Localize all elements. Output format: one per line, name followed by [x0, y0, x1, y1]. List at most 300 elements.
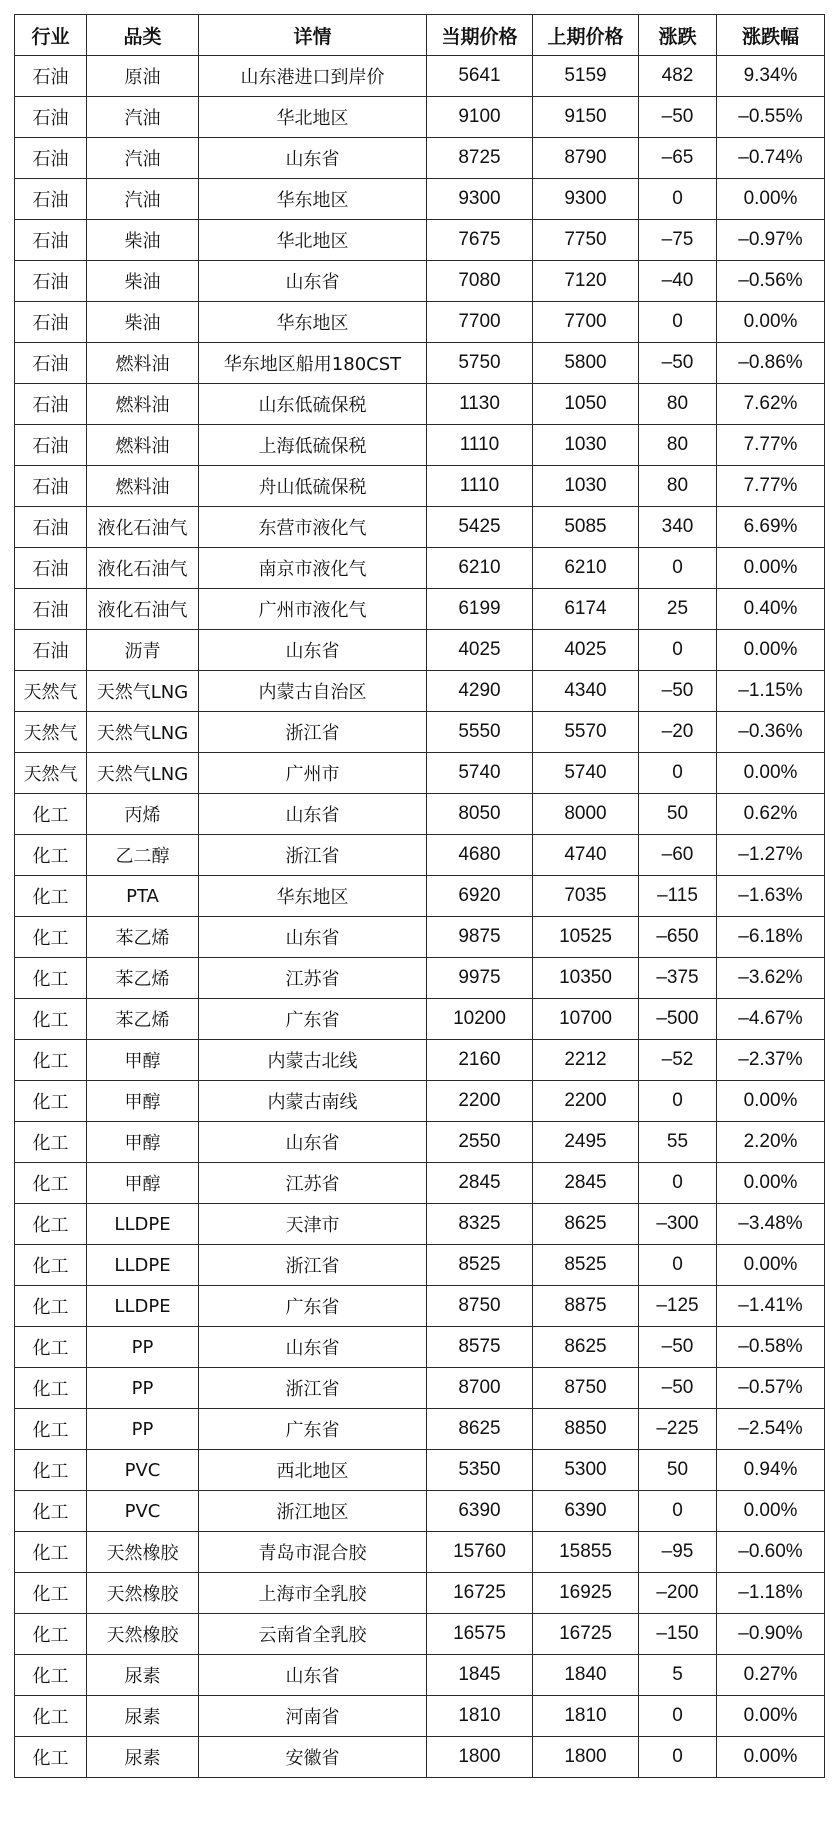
current-price-cell: 5350: [427, 1450, 533, 1491]
previous-price-cell: 1800: [533, 1737, 639, 1778]
detail-cell: 安徽省: [199, 1737, 427, 1778]
detail-cell: 山东省: [199, 1655, 427, 1696]
detail-cell: 青岛市混合胶: [199, 1532, 427, 1573]
change-cell: –95: [639, 1532, 717, 1573]
category-cell: PP: [87, 1327, 199, 1368]
change-cell: –115: [639, 876, 717, 917]
previous-price-cell: 4340: [533, 671, 639, 712]
current-price-cell: 9975: [427, 958, 533, 999]
detail-cell: 广州市液化气: [199, 589, 427, 630]
header-change-percent: 涨跌幅: [717, 15, 825, 56]
previous-price-cell: 9300: [533, 179, 639, 220]
industry-cell: 石油: [15, 261, 87, 302]
category-cell: 天然气LNG: [87, 753, 199, 794]
change-percent-cell: 0.00%: [717, 753, 825, 794]
change-cell: 80: [639, 425, 717, 466]
category-cell: 尿素: [87, 1737, 199, 1778]
table-row: [15, 1696, 825, 1737]
change-percent-cell: –0.58%: [717, 1327, 825, 1368]
detail-cell: 华东地区船用180CST: [199, 343, 427, 384]
detail-cell: 华北地区: [199, 97, 427, 138]
table-row: [15, 507, 825, 548]
change-cell: 5: [639, 1655, 717, 1696]
previous-price-cell: 16925: [533, 1573, 639, 1614]
change-cell: –225: [639, 1409, 717, 1450]
previous-price-cell: 8625: [533, 1204, 639, 1245]
change-cell: –50: [639, 1368, 717, 1409]
industry-cell: 化工: [15, 794, 87, 835]
header-detail: 详情: [199, 15, 427, 56]
current-price-cell: 4680: [427, 835, 533, 876]
detail-cell: 内蒙古南线: [199, 1081, 427, 1122]
industry-cell: 化工: [15, 1696, 87, 1737]
industry-cell: 化工: [15, 958, 87, 999]
change-percent-cell: 0.62%: [717, 794, 825, 835]
industry-cell: 石油: [15, 56, 87, 97]
change-cell: 482: [639, 56, 717, 97]
category-cell: LLDPE: [87, 1286, 199, 1327]
change-cell: 0: [639, 753, 717, 794]
detail-cell: 西北地区: [199, 1450, 427, 1491]
change-percent-cell: 0.94%: [717, 1450, 825, 1491]
category-cell: PP: [87, 1368, 199, 1409]
category-cell: 甲醇: [87, 1122, 199, 1163]
table-row: [15, 999, 825, 1040]
detail-cell: 山东港进口到岸价: [199, 56, 427, 97]
change-cell: –75: [639, 220, 717, 261]
current-price-cell: 6390: [427, 1491, 533, 1532]
detail-cell: 浙江地区: [199, 1491, 427, 1532]
category-cell: 液化石油气: [87, 548, 199, 589]
current-price-cell: 1845: [427, 1655, 533, 1696]
industry-cell: 石油: [15, 384, 87, 425]
table-row: [15, 794, 825, 835]
change-cell: –50: [639, 1327, 717, 1368]
industry-cell: 化工: [15, 835, 87, 876]
table-row: [15, 343, 825, 384]
change-percent-cell: 0.40%: [717, 589, 825, 630]
detail-cell: 云南省全乳胶: [199, 1614, 427, 1655]
previous-price-cell: 8625: [533, 1327, 639, 1368]
table-row: [15, 425, 825, 466]
change-percent-cell: –1.63%: [717, 876, 825, 917]
change-percent-cell: –6.18%: [717, 917, 825, 958]
detail-cell: 江苏省: [199, 958, 427, 999]
table-row: [15, 1614, 825, 1655]
category-cell: 液化石油气: [87, 507, 199, 548]
detail-cell: 山东省: [199, 794, 427, 835]
category-cell: 燃料油: [87, 343, 199, 384]
table-row: [15, 1532, 825, 1573]
category-cell: 甲醇: [87, 1040, 199, 1081]
change-cell: 80: [639, 384, 717, 425]
previous-price-cell: 7750: [533, 220, 639, 261]
change-percent-cell: –0.57%: [717, 1368, 825, 1409]
change-cell: –65: [639, 138, 717, 179]
category-cell: LLDPE: [87, 1204, 199, 1245]
industry-cell: 化工: [15, 1614, 87, 1655]
current-price-cell: 6210: [427, 548, 533, 589]
industry-cell: 石油: [15, 302, 87, 343]
category-cell: 天然气LNG: [87, 671, 199, 712]
category-cell: 天然橡胶: [87, 1573, 199, 1614]
change-percent-cell: 7.77%: [717, 425, 825, 466]
industry-cell: 石油: [15, 630, 87, 671]
change-cell: 0: [639, 548, 717, 589]
change-cell: 50: [639, 1450, 717, 1491]
change-cell: –125: [639, 1286, 717, 1327]
change-cell: 0: [639, 630, 717, 671]
change-cell: –650: [639, 917, 717, 958]
change-percent-cell: –1.41%: [717, 1286, 825, 1327]
change-percent-cell: –0.56%: [717, 261, 825, 302]
change-cell: 0: [639, 1245, 717, 1286]
previous-price-cell: 8790: [533, 138, 639, 179]
header-category: 品类: [87, 15, 199, 56]
previous-price-cell: 1810: [533, 1696, 639, 1737]
current-price-cell: 15760: [427, 1532, 533, 1573]
detail-cell: 内蒙古自治区: [199, 671, 427, 712]
category-cell: 甲醇: [87, 1163, 199, 1204]
change-cell: 50: [639, 794, 717, 835]
table-row: [15, 671, 825, 712]
table-row: [15, 1491, 825, 1532]
category-cell: 天然气LNG: [87, 712, 199, 753]
category-cell: LLDPE: [87, 1245, 199, 1286]
category-cell: 甲醇: [87, 1081, 199, 1122]
header-previous-price: 上期价格: [533, 15, 639, 56]
detail-cell: 山东省: [199, 1327, 427, 1368]
previous-price-cell: 8850: [533, 1409, 639, 1450]
current-price-cell: 8750: [427, 1286, 533, 1327]
header-change: 涨跌: [639, 15, 717, 56]
previous-price-cell: 5085: [533, 507, 639, 548]
industry-cell: 化工: [15, 1204, 87, 1245]
table-row: [15, 1040, 825, 1081]
category-cell: 尿素: [87, 1655, 199, 1696]
category-cell: 汽油: [87, 179, 199, 220]
category-cell: PVC: [87, 1491, 199, 1532]
current-price-cell: 2200: [427, 1081, 533, 1122]
previous-price-cell: 8000: [533, 794, 639, 835]
change-cell: 340: [639, 507, 717, 548]
current-price-cell: 5740: [427, 753, 533, 794]
change-percent-cell: –1.18%: [717, 1573, 825, 1614]
previous-price-cell: 1030: [533, 425, 639, 466]
change-percent-cell: –3.62%: [717, 958, 825, 999]
industry-cell: 石油: [15, 425, 87, 466]
current-price-cell: 2845: [427, 1163, 533, 1204]
change-percent-cell: –0.86%: [717, 343, 825, 384]
change-percent-cell: 7.77%: [717, 466, 825, 507]
change-cell: 80: [639, 466, 717, 507]
current-price-cell: 1800: [427, 1737, 533, 1778]
industry-cell: 石油: [15, 343, 87, 384]
change-percent-cell: 0.00%: [717, 1491, 825, 1532]
table-row: [15, 753, 825, 794]
previous-price-cell: 2495: [533, 1122, 639, 1163]
previous-price-cell: 6210: [533, 548, 639, 589]
table-body: [15, 56, 825, 1778]
change-cell: –150: [639, 1614, 717, 1655]
previous-price-cell: 15855: [533, 1532, 639, 1573]
industry-cell: 化工: [15, 876, 87, 917]
table-row: [15, 630, 825, 671]
change-cell: 25: [639, 589, 717, 630]
category-cell: 液化石油气: [87, 589, 199, 630]
industry-cell: 化工: [15, 1573, 87, 1614]
change-percent-cell: –1.15%: [717, 671, 825, 712]
table-row: [15, 1655, 825, 1696]
previous-price-cell: 10700: [533, 999, 639, 1040]
detail-cell: 广东省: [199, 1409, 427, 1450]
table-row: [15, 1737, 825, 1778]
table-row: [15, 548, 825, 589]
change-percent-cell: 0.00%: [717, 302, 825, 343]
industry-cell: 化工: [15, 917, 87, 958]
industry-cell: 石油: [15, 179, 87, 220]
change-cell: –40: [639, 261, 717, 302]
current-price-cell: 5750: [427, 343, 533, 384]
change-cell: –300: [639, 1204, 717, 1245]
change-percent-cell: 0.00%: [717, 179, 825, 220]
change-cell: –60: [639, 835, 717, 876]
table-row: [15, 876, 825, 917]
previous-price-cell: 5570: [533, 712, 639, 753]
category-cell: 原油: [87, 56, 199, 97]
detail-cell: 广东省: [199, 999, 427, 1040]
current-price-cell: 8575: [427, 1327, 533, 1368]
industry-cell: 石油: [15, 466, 87, 507]
change-cell: –200: [639, 1573, 717, 1614]
category-cell: 乙二醇: [87, 835, 199, 876]
industry-cell: 石油: [15, 548, 87, 589]
table-header-row: [15, 15, 825, 56]
detail-cell: 浙江省: [199, 712, 427, 753]
category-cell: PTA: [87, 876, 199, 917]
current-price-cell: 5641: [427, 56, 533, 97]
previous-price-cell: 10350: [533, 958, 639, 999]
detail-cell: 山东省: [199, 1122, 427, 1163]
table-row: [15, 958, 825, 999]
previous-price-cell: 6390: [533, 1491, 639, 1532]
industry-cell: 化工: [15, 1409, 87, 1450]
current-price-cell: 8050: [427, 794, 533, 835]
current-price-cell: 8525: [427, 1245, 533, 1286]
change-cell: –20: [639, 712, 717, 753]
industry-cell: 化工: [15, 1368, 87, 1409]
previous-price-cell: 5300: [533, 1450, 639, 1491]
detail-cell: 天津市: [199, 1204, 427, 1245]
current-price-cell: 9100: [427, 97, 533, 138]
industry-cell: 化工: [15, 1245, 87, 1286]
change-percent-cell: 0.27%: [717, 1655, 825, 1696]
detail-cell: 山东低硫保税: [199, 384, 427, 425]
change-percent-cell: –3.48%: [717, 1204, 825, 1245]
header-industry: 行业: [15, 15, 87, 56]
detail-cell: 山东省: [199, 261, 427, 302]
table-row: [15, 97, 825, 138]
table-row: [15, 1573, 825, 1614]
change-percent-cell: 7.62%: [717, 384, 825, 425]
category-cell: 丙烯: [87, 794, 199, 835]
category-cell: 燃料油: [87, 384, 199, 425]
change-cell: 0: [639, 179, 717, 220]
change-percent-cell: –1.27%: [717, 835, 825, 876]
change-percent-cell: 0.00%: [717, 548, 825, 589]
table-row: [15, 220, 825, 261]
change-percent-cell: 9.34%: [717, 56, 825, 97]
detail-cell: 河南省: [199, 1696, 427, 1737]
table-row: [15, 1286, 825, 1327]
change-cell: 0: [639, 1081, 717, 1122]
change-percent-cell: –0.74%: [717, 138, 825, 179]
current-price-cell: 1110: [427, 466, 533, 507]
previous-price-cell: 8750: [533, 1368, 639, 1409]
change-percent-cell: 0.00%: [717, 630, 825, 671]
change-percent-cell: 0.00%: [717, 1163, 825, 1204]
detail-cell: 舟山低硫保税: [199, 466, 427, 507]
current-price-cell: 8700: [427, 1368, 533, 1409]
table-row: [15, 138, 825, 179]
change-cell: –52: [639, 1040, 717, 1081]
change-percent-cell: –0.36%: [717, 712, 825, 753]
detail-cell: 浙江省: [199, 1245, 427, 1286]
industry-cell: 化工: [15, 1737, 87, 1778]
table-row: [15, 1245, 825, 1286]
category-cell: PP: [87, 1409, 199, 1450]
current-price-cell: 2550: [427, 1122, 533, 1163]
industry-cell: 石油: [15, 220, 87, 261]
previous-price-cell: 2200: [533, 1081, 639, 1122]
change-percent-cell: –2.54%: [717, 1409, 825, 1450]
previous-price-cell: 5740: [533, 753, 639, 794]
industry-cell: 化工: [15, 1286, 87, 1327]
current-price-cell: 7080: [427, 261, 533, 302]
change-percent-cell: –4.67%: [717, 999, 825, 1040]
change-cell: –50: [639, 671, 717, 712]
table-row: [15, 917, 825, 958]
current-price-cell: 6199: [427, 589, 533, 630]
previous-price-cell: 10525: [533, 917, 639, 958]
industry-cell: 化工: [15, 1532, 87, 1573]
change-cell: 55: [639, 1122, 717, 1163]
previous-price-cell: 8875: [533, 1286, 639, 1327]
table-row: [15, 1327, 825, 1368]
table-row: [15, 1163, 825, 1204]
change-percent-cell: 2.20%: [717, 1122, 825, 1163]
current-price-cell: 1810: [427, 1696, 533, 1737]
previous-price-cell: 8525: [533, 1245, 639, 1286]
previous-price-cell: 6174: [533, 589, 639, 630]
industry-cell: 石油: [15, 97, 87, 138]
current-price-cell: 16575: [427, 1614, 533, 1655]
detail-cell: 南京市液化气: [199, 548, 427, 589]
detail-cell: 山东省: [199, 138, 427, 179]
change-cell: –500: [639, 999, 717, 1040]
change-cell: –50: [639, 97, 717, 138]
current-price-cell: 10200: [427, 999, 533, 1040]
detail-cell: 山东省: [199, 917, 427, 958]
industry-cell: 化工: [15, 1040, 87, 1081]
change-cell: –375: [639, 958, 717, 999]
current-price-cell: 2160: [427, 1040, 533, 1081]
current-price-cell: 8725: [427, 138, 533, 179]
change-cell: 0: [639, 1163, 717, 1204]
category-cell: 汽油: [87, 138, 199, 179]
detail-cell: 山东省: [199, 630, 427, 671]
previous-price-cell: 7120: [533, 261, 639, 302]
current-price-cell: 9875: [427, 917, 533, 958]
table-row: [15, 1409, 825, 1450]
category-cell: 天然橡胶: [87, 1532, 199, 1573]
change-percent-cell: –0.60%: [717, 1532, 825, 1573]
table-row: [15, 261, 825, 302]
category-cell: 天然橡胶: [87, 1614, 199, 1655]
industry-cell: 石油: [15, 507, 87, 548]
detail-cell: 内蒙古北线: [199, 1040, 427, 1081]
change-cell: 0: [639, 1491, 717, 1532]
category-cell: 柴油: [87, 220, 199, 261]
category-cell: 柴油: [87, 261, 199, 302]
industry-cell: 天然气: [15, 712, 87, 753]
detail-cell: 广州市: [199, 753, 427, 794]
current-price-cell: 1130: [427, 384, 533, 425]
detail-cell: 东营市液化气: [199, 507, 427, 548]
detail-cell: 江苏省: [199, 1163, 427, 1204]
table-row: [15, 1122, 825, 1163]
table-row: [15, 1081, 825, 1122]
previous-price-cell: 4025: [533, 630, 639, 671]
detail-cell: 广东省: [199, 1286, 427, 1327]
table-row: [15, 179, 825, 220]
previous-price-cell: 5800: [533, 343, 639, 384]
previous-price-cell: 7035: [533, 876, 639, 917]
previous-price-cell: 7700: [533, 302, 639, 343]
price-table-container: [14, 14, 824, 1778]
industry-cell: 天然气: [15, 671, 87, 712]
previous-price-cell: 4740: [533, 835, 639, 876]
detail-cell: 华北地区: [199, 220, 427, 261]
industry-cell: 化工: [15, 1081, 87, 1122]
change-cell: 0: [639, 1737, 717, 1778]
table-row: [15, 1450, 825, 1491]
previous-price-cell: 1030: [533, 466, 639, 507]
detail-cell: 上海市全乳胶: [199, 1573, 427, 1614]
previous-price-cell: 16725: [533, 1614, 639, 1655]
change-cell: –50: [639, 343, 717, 384]
table-row: [15, 712, 825, 753]
table-row: [15, 384, 825, 425]
current-price-cell: 4025: [427, 630, 533, 671]
current-price-cell: 8325: [427, 1204, 533, 1245]
previous-price-cell: 1050: [533, 384, 639, 425]
change-percent-cell: 0.00%: [717, 1696, 825, 1737]
previous-price-cell: 2845: [533, 1163, 639, 1204]
category-cell: 燃料油: [87, 466, 199, 507]
detail-cell: 浙江省: [199, 1368, 427, 1409]
category-cell: 苯乙烯: [87, 999, 199, 1040]
table-row: [15, 589, 825, 630]
table-row: [15, 466, 825, 507]
current-price-cell: 7675: [427, 220, 533, 261]
table-row: [15, 1368, 825, 1409]
change-percent-cell: –0.55%: [717, 97, 825, 138]
industry-cell: 天然气: [15, 753, 87, 794]
previous-price-cell: 5159: [533, 56, 639, 97]
category-cell: 尿素: [87, 1696, 199, 1737]
table-row: [15, 1204, 825, 1245]
